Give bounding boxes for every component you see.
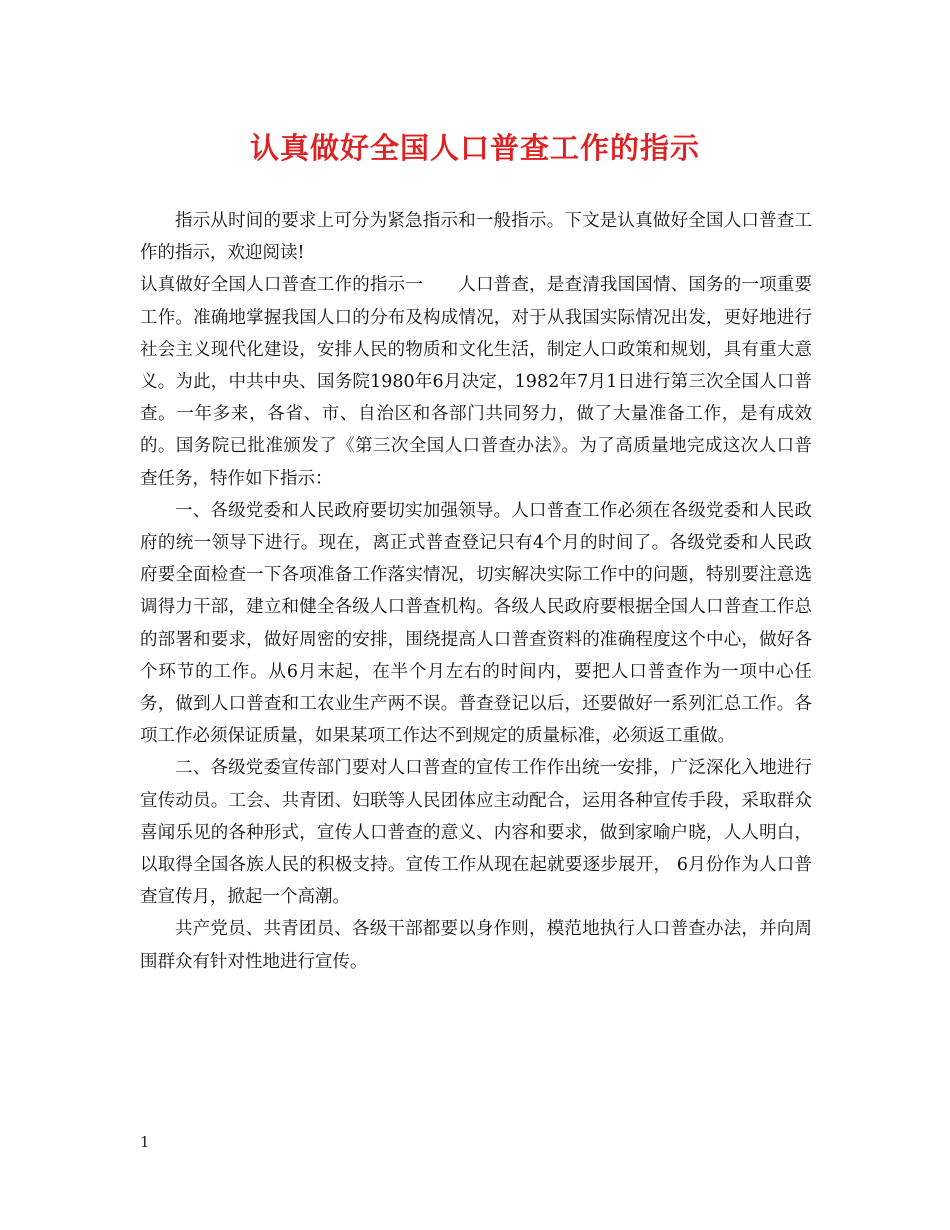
page-number: 1: [140, 1133, 150, 1151]
point-2b-paragraph: 共产党员、共青团员、各级干部都要以身作则，模范地执行人口普查办法，并向周围群众有针对性地进行宣传。: [140, 919, 812, 972]
document-title: 认真做好全国人口普查工作的指示: [249, 131, 700, 165]
document-body: [140, 205, 812, 978]
section-paragraph: 认真做好全国人口普查工作的指示一 人口普查，是查清我国国情、国务的一项重要工作。准确地掌握我国人口的分布及构成情况，对于从我国实际情况出发，更好地进行社会主义现代化建设，安排人民的物质和文化生活，制定人口政策和规划，具有重大意义。为此，中共中央、国务院1980年6月决定，1982年7月1日进行第三次全国人口普查。一年多来，各省、市、自治区和各部门共同努力，做了大量准备工作，是有成效的。国务院已批准颁发了《第三次全国人口普查办法》。为了高质量地完成这次人口普查任务，特作如下指示：: [140, 275, 812, 489]
intro-paragraph: 指示从时间的要求上可分为紧急指示和一般指示。下文是认真做好全国人口普查工作的指示，欢迎阅读!: [140, 211, 812, 264]
point-2-paragraph: 二、各级党委宣传部门要对人口普查的宣传工作作出统一安排，广泛深化入地进行宣传动员。工会、共青团、妇联等人民团体应主动配合，运用各种宣传手段，采取群众喜闻乐见的各种形式，宣传人口普查的意义、内容和要求，做到家喻户晓，人人明白，以取得全国各族人民的积极支持。宣传工作从现在起就要逐步展开， 6月份作为人口普查宣传月，掀起一个高潮。: [140, 758, 812, 908]
point-1-paragraph: 一、各级党委和人民政府要切实加强领导。人口普查工作必须在各级党委和人民政府的统一领导下进行。现在，离正式普查登记只有4个月的时间了。各级党委和人民政府要全面检查一下各项准备工作落实情况，切实解决实际工作中的问题，特别要注意选调得力干部，建立和健全各级人口普查机构。各级人民政府要根据全国人口普查工作总的部署和要求，做好周密的安排，围绕提高人口普查资料的准确程度这个中心，做好各个环节的工作。从6月末起，在半个月左右的时间内，要把人口普查作为一项中心任务，做到人口普查和工农业生产两不误。普查登记以后，还要做好一系列汇总工作。各项工作必须保证质量，如果某项工作达不到规定的质量标准，必须返工重做。: [140, 500, 812, 747]
